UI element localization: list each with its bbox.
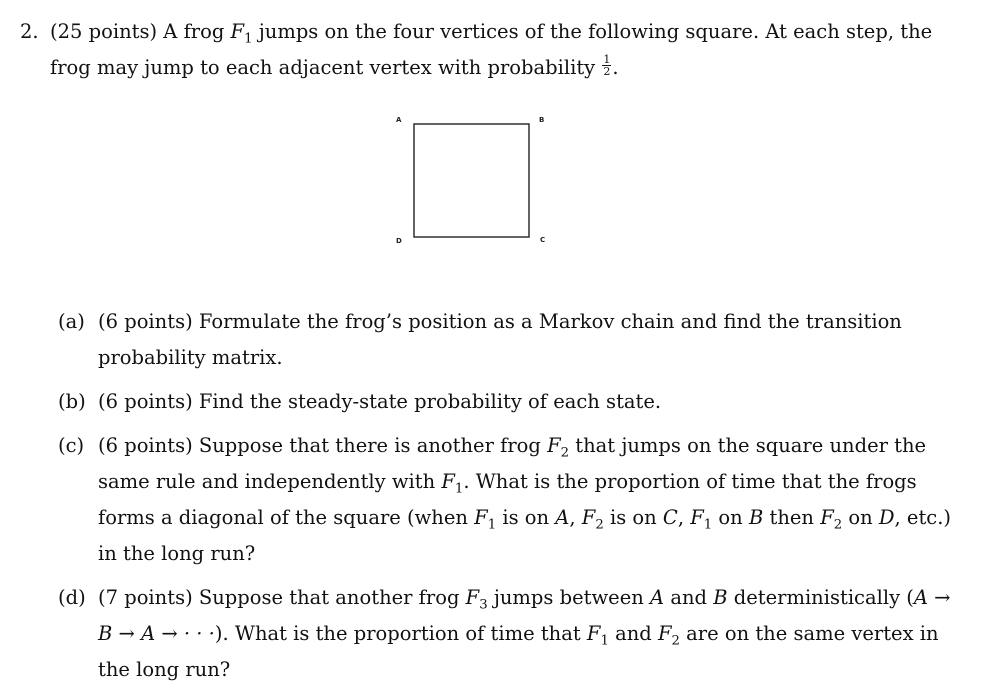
question-2	[20, 14, 960, 86]
probability-fraction: $\frac{1}{2}$	[603, 53, 611, 78]
part-d-label: (d)	[58, 586, 86, 609]
square-diagram	[390, 112, 560, 252]
vertex-label-a: A	[396, 116, 402, 124]
square-figure	[390, 112, 560, 252]
frog-symbol: $F_1$	[230, 20, 253, 47]
part-a	[58, 304, 958, 376]
vertex-label-d: D	[396, 237, 402, 245]
part-a-label: (a)	[58, 310, 85, 333]
part-d: (d) (7 points) Suppose that another frog $F_3$ jumps between A and B deterministically (A → B → A → · · ·). What is the proportion of time that $F_1$ and $F_2$ are on the same vertex in the long run?	[58, 580, 958, 688]
vertex-label-b: B	[539, 116, 545, 124]
question-parts	[58, 304, 958, 696]
part-b-text: (6 points) Find the steady-state probability of each state.	[98, 390, 662, 413]
part-c-label: (c)	[58, 434, 85, 457]
question-intro: (25 points) A frog $F_1$ jumps on the four vertices of the following square. At each step, the frog may jump to each adjacent vertex with probability $\frac{1}{2}$ .	[50, 20, 933, 79]
part-b	[58, 384, 958, 420]
question-number: 2.	[20, 20, 39, 43]
square-outline	[414, 124, 529, 237]
part-c: (c) (6 points) Suppose that there is another frog $F_2$ that jumps on the square under the same rule and independently with $F_1$. What is the proportion of time that the frogs forms a diagonal of the square (when $F_1$ is on A, $F_2$ is on C, $F_1$ on B then $F_2$ on D, etc.) in the long run?	[58, 428, 958, 572]
part-b-label: (b)	[58, 390, 86, 413]
part-a-text: (6 points) Formulate the frog’s position as a Markov chain and find the transition probability matrix.	[98, 310, 902, 369]
vertex-label-c: C	[540, 236, 546, 244]
jump-sequence: A → B → A → · · ·	[98, 586, 951, 645]
question-points: (25 points)	[50, 20, 158, 43]
